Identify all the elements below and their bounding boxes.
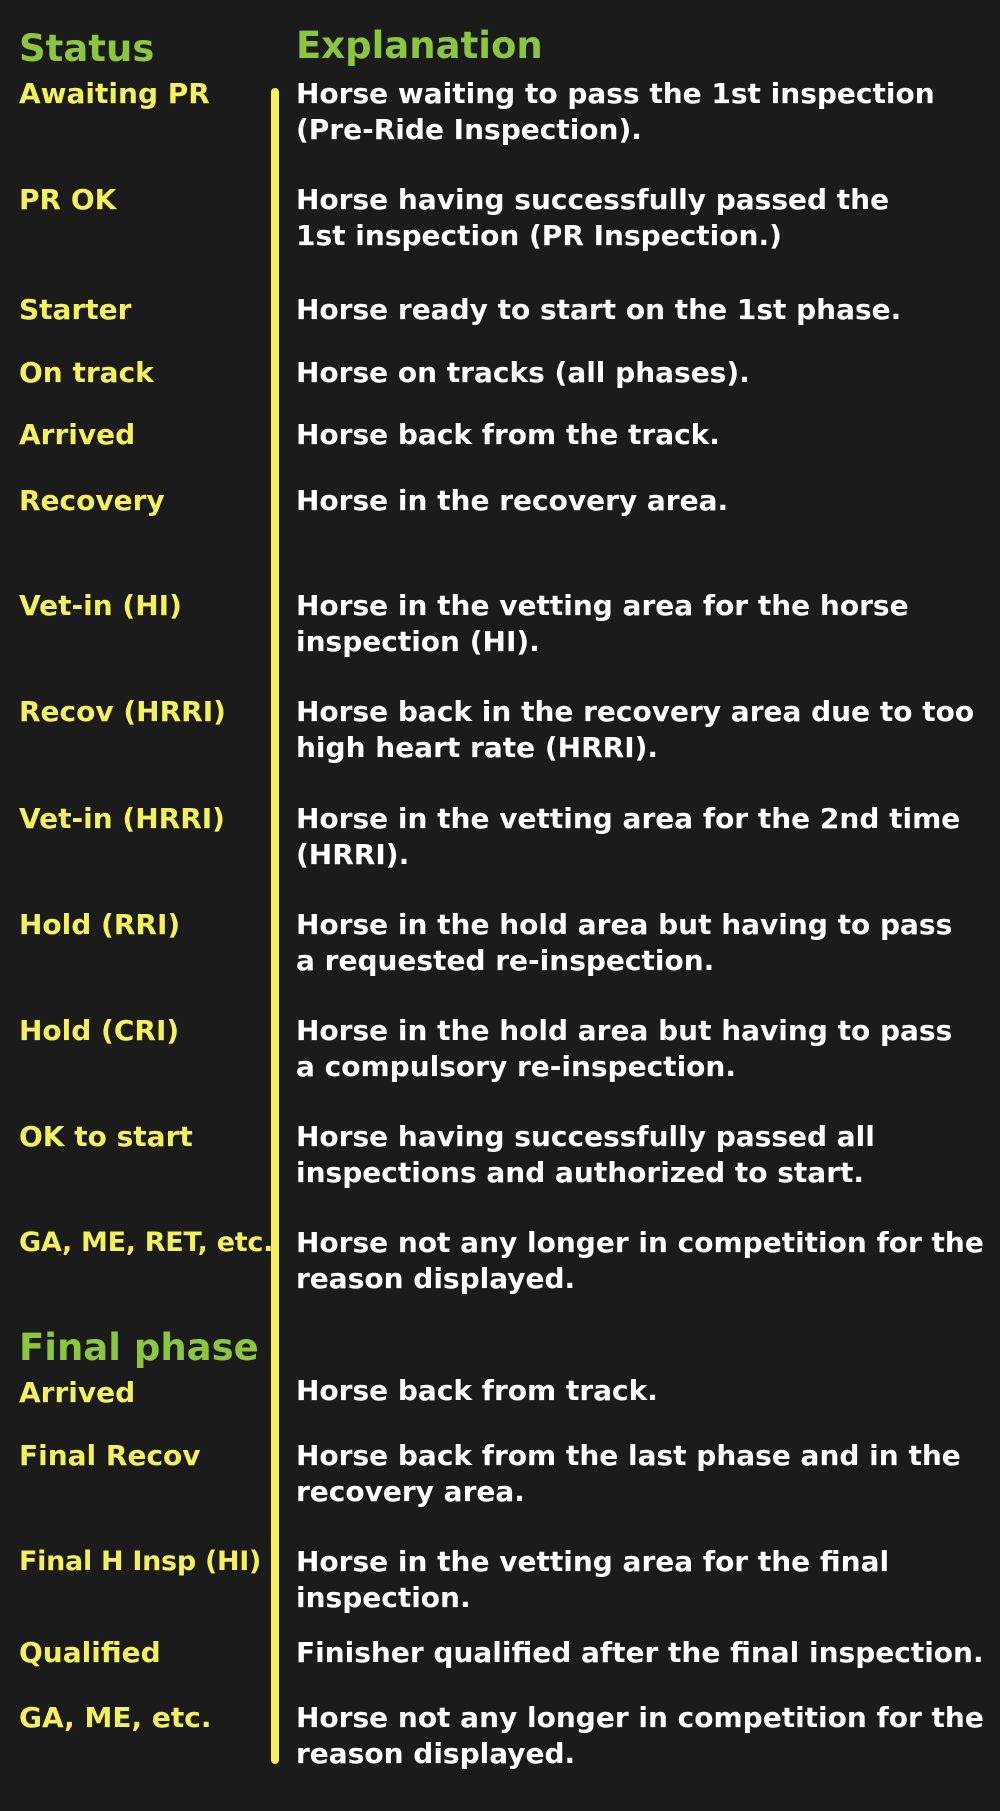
status-label: Vet-in (HI) (19, 589, 182, 622)
status-explanation: Horse in the vetting area for the horse inspection (HI). (296, 589, 909, 658)
status-explanation: Horse not any longer in competition for the reason displayed. (296, 1701, 984, 1770)
status-label: Final H Insp (HI) (19, 1546, 262, 1577)
status-explanation: Horse having successfully passed the 1st inspection (PR Inspection.) (296, 183, 890, 252)
status-explanation: Finisher qualified after the final inspection. (296, 1636, 984, 1669)
explanation-column-header: Explanation (296, 24, 543, 67)
status-explanation: Horse back from the track. (296, 418, 720, 451)
status-label: On track (19, 356, 154, 389)
status-label: Hold (RRI) (19, 908, 181, 941)
status-explanation: Horse in the hold area but having to pass a compulsory re-inspection. (296, 1014, 953, 1083)
status-label: Starter (19, 293, 132, 326)
status-label: OK to start (19, 1120, 193, 1153)
status-explanation: Horse back from track. (296, 1374, 658, 1407)
status-explanation: Horse ready to start on the 1st phase. (296, 293, 902, 326)
column-divider (271, 88, 279, 1764)
status-label: Arrived (19, 1376, 136, 1409)
status-label: GA, ME, RET, etc. (19, 1227, 274, 1258)
status-explanation: Horse in the vetting area for the final inspection. (296, 1545, 890, 1614)
status-label: Vet-in (HRRI) (19, 802, 225, 835)
status-label: GA, ME, etc. (19, 1701, 212, 1734)
status-label: Final Recov (19, 1439, 201, 1472)
status-explanation: Horse having successfully passed all inspections and authorized to start. (296, 1120, 875, 1189)
status-explanation: Horse in the hold area but having to pass a requested re-inspection. (296, 908, 953, 977)
status-explanation: Horse in the recovery area. (296, 484, 729, 517)
status-label: Hold (CRI) (19, 1014, 180, 1047)
status-label: Arrived (19, 418, 136, 451)
status-label: Qualified (19, 1636, 161, 1669)
status-explanation: Horse on tracks (all phases). (296, 356, 750, 389)
status-explanation: Horse not any longer in competition for the reason displayed. (296, 1226, 984, 1295)
status-label: Recovery (19, 484, 165, 517)
status-column-header: Status (19, 27, 155, 70)
status-explanation: Horse waiting to pass the 1st inspection (Pre-Ride Inspection). (296, 77, 935, 146)
status-label: Awaiting PR (19, 77, 210, 110)
status-label: PR OK (19, 183, 117, 216)
status-explanation: Horse back in the recovery area due to too high heart rate (HRRI). (296, 695, 975, 764)
final-phase-header: Final phase (19, 1326, 259, 1369)
status-explanation: Horse in the vetting area for the 2nd time (HRRI). (296, 802, 961, 871)
status-label: Recov (HRRI) (19, 695, 226, 728)
status-explanation: Horse back from the last phase and in the recovery area. (296, 1439, 961, 1508)
